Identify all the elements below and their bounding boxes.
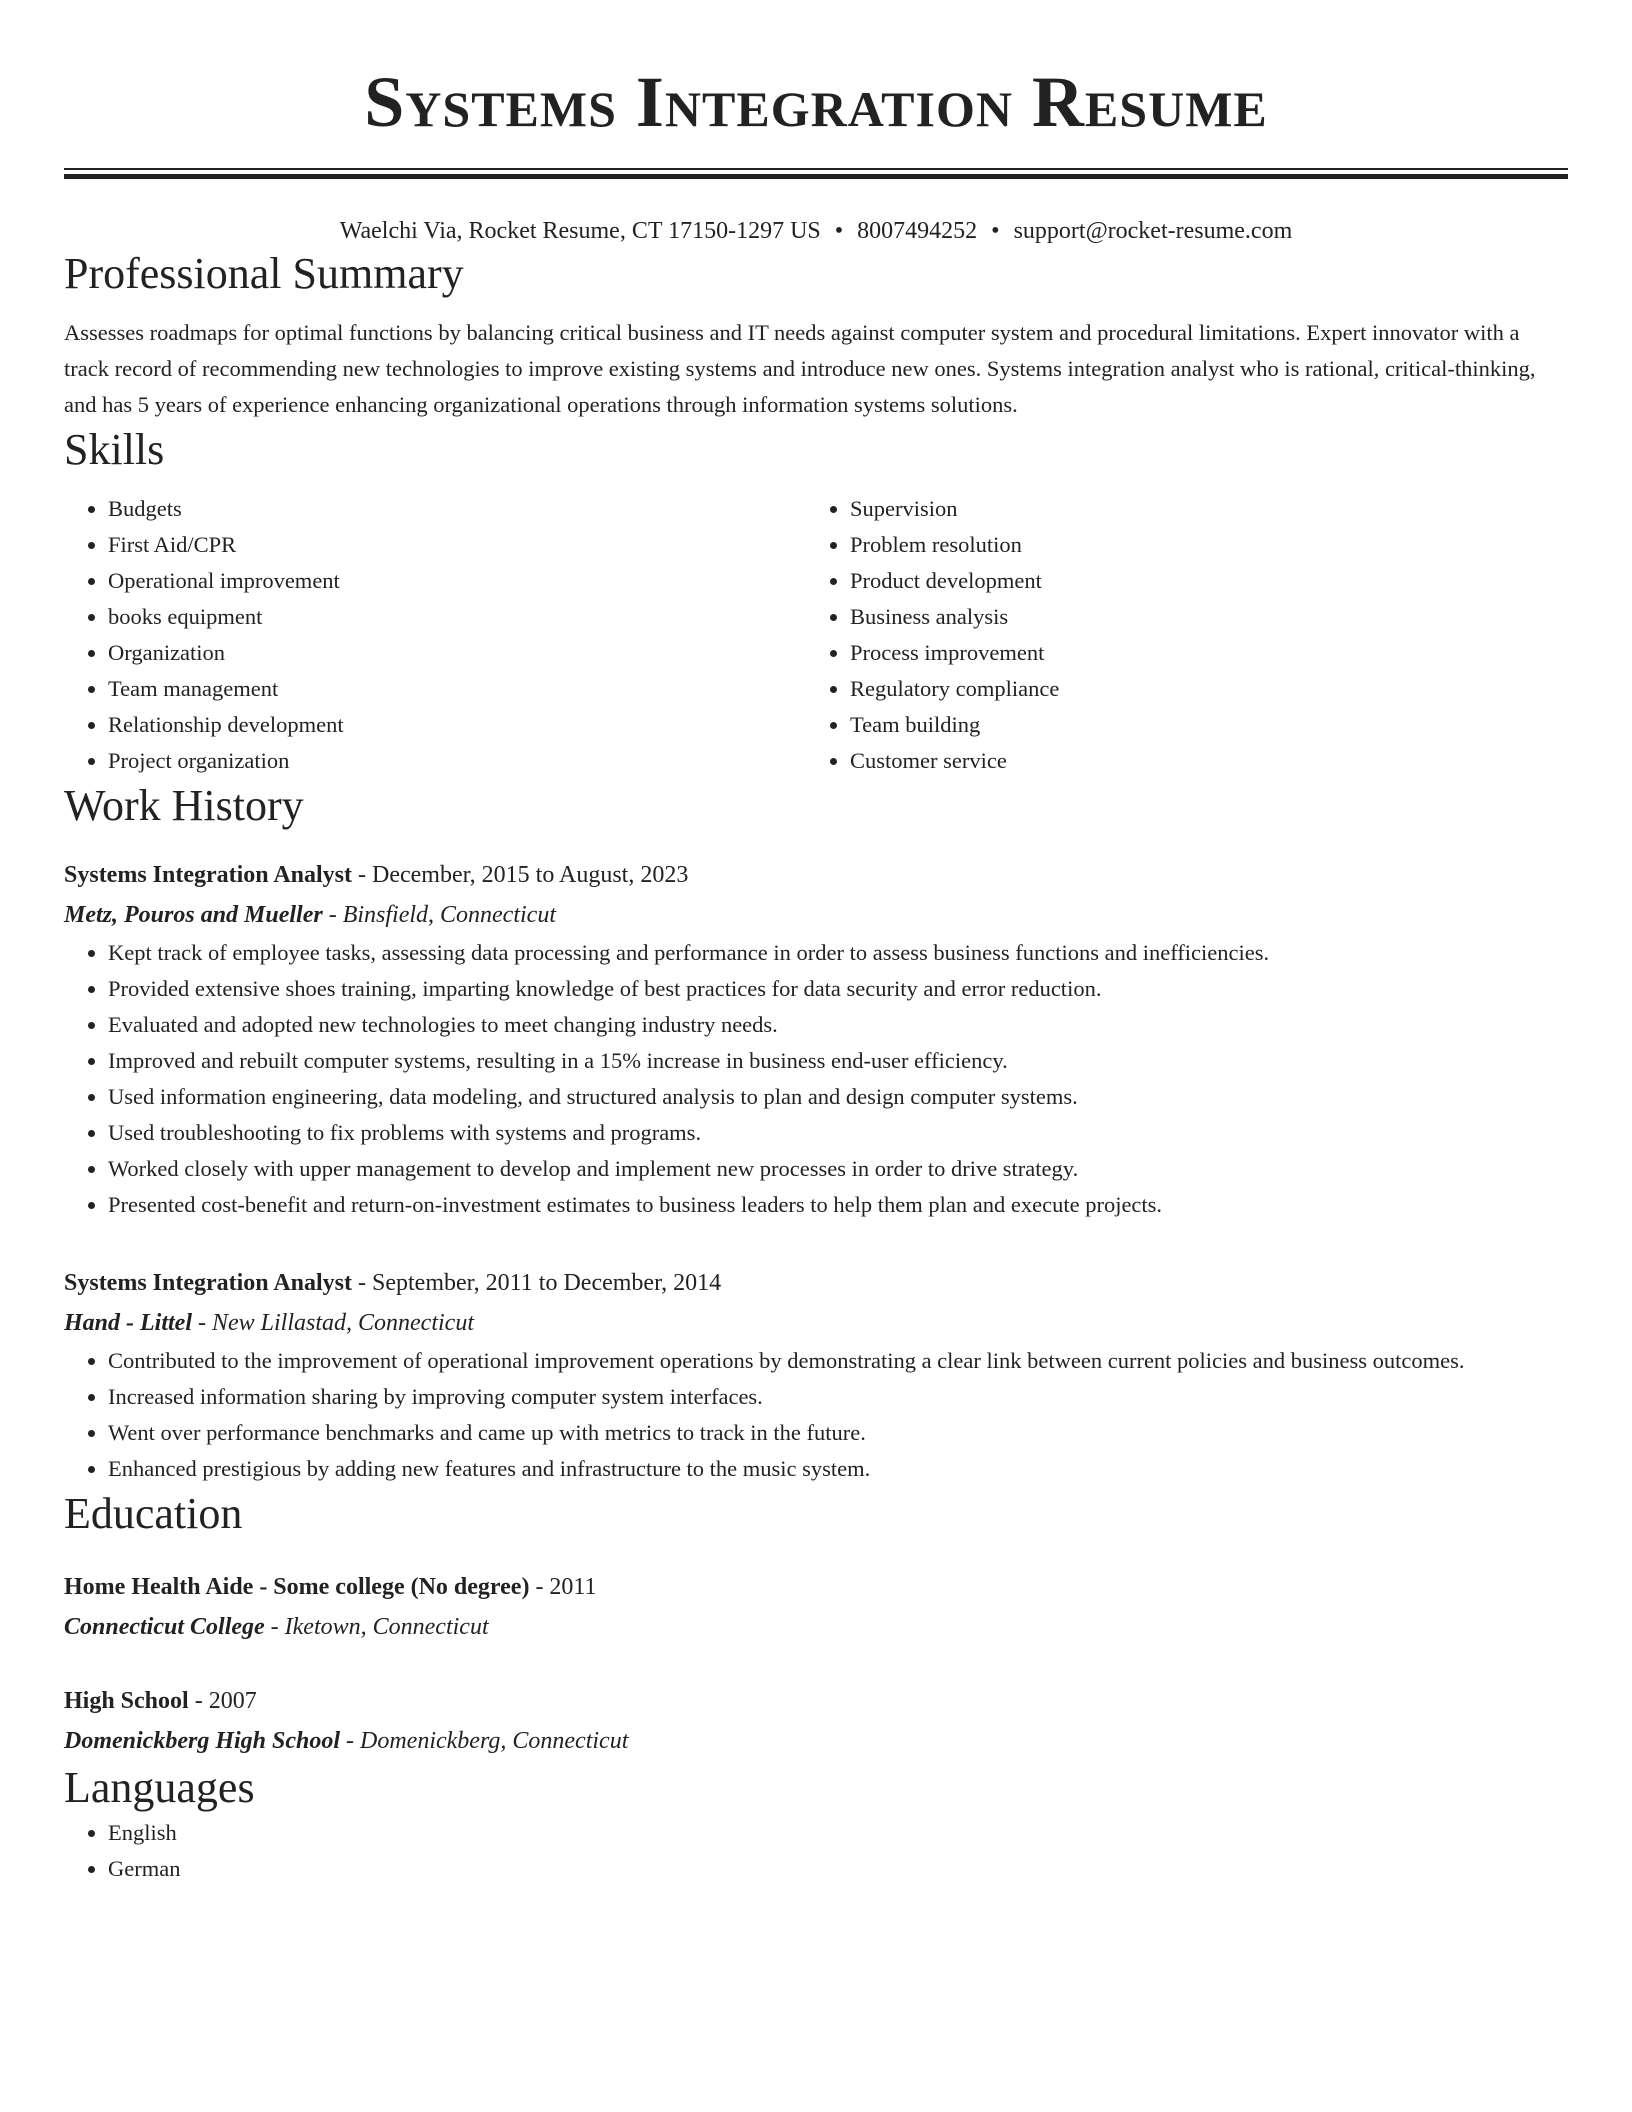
skills-column-right — [806, 491, 1548, 779]
education-school-line — [64, 1607, 1568, 1647]
job-bullet: • Used troubleshooting to fix problems with systems and programs. — [108, 1115, 1568, 1151]
skill-item: • Project organization — [108, 743, 806, 779]
job-dates: - December, 2015 to August, 2023 — [352, 862, 689, 888]
title-divider-thick — [64, 174, 1568, 179]
title-divider-thin — [64, 168, 1568, 170]
education-school: Connecticut College — [64, 1614, 265, 1640]
education-location: - Iketown, Connecticut — [264, 1614, 489, 1640]
language-item: • German — [108, 1851, 1568, 1887]
skill-item: • Customer service — [850, 743, 1548, 779]
skill-item: • Regulatory compliance — [850, 671, 1548, 707]
job-bullet: • Improved and rebuilt computer systems, resulting in a 15% increase in business end-user efficiency. — [108, 1043, 1568, 1079]
education-school-line — [64, 1721, 1568, 1761]
skills-column-left — [64, 491, 806, 779]
job-company: Hand - Littel — [64, 1310, 192, 1336]
skill-item: • Problem resolution — [850, 527, 1548, 563]
job-company-line — [64, 895, 1568, 935]
job-bullet: • Increased information sharing by improving computer system interfaces. — [108, 1379, 1568, 1415]
skills-grid — [64, 491, 1568, 779]
job-bullet: • Worked closely with upper management to develop and implement new processes in order to drive strategy. — [108, 1151, 1568, 1187]
job-company: Metz, Pouros and Mueller — [64, 902, 323, 928]
skill-item: • Process improvement — [850, 635, 1548, 671]
education-degree: High School — [64, 1688, 189, 1714]
education-year: - 2011 — [529, 1574, 597, 1600]
contact-email: support@rocket-resume.com — [1013, 218, 1293, 244]
resume-title: Systems Integration Resume — [364, 62, 1268, 142]
contact-separator: • — [991, 218, 1000, 244]
job-bullet: • Contributed to the improvement of operational improvement operations by demonstrating a clear link between current policies and business outcomes. — [108, 1343, 1568, 1379]
skill-item: • Supervision — [850, 491, 1548, 527]
education-location: - Domenickberg, Connecticut — [340, 1728, 629, 1754]
skill-item: • Team management — [108, 671, 806, 707]
skill-item: • First Aid/CPR — [108, 527, 806, 563]
skills-list-left — [64, 491, 806, 779]
skill-item: • Relationship development — [108, 707, 806, 743]
job-location: - Binsfield, Connecticut — [322, 902, 556, 928]
skill-item: • books equipment — [108, 599, 806, 635]
job-company-line — [64, 1303, 1568, 1343]
summary-text: Assesses roadmaps for optimal functions by balancing critical business and IT needs against computer system and procedural limitations. Expert innovator with a track record of recommending new technologies to improve existing systems and introduce new ones. Systems integration analyst who is rational, critical-thinking, and has 5 years of experience enhancing organizational operations through information systems solutions. — [64, 320, 1536, 417]
education-entry — [64, 1681, 1568, 1761]
job-bullet: • Kept track of employee tasks, assessing data processing and performance in order to assess business functions and inefficiencies. — [108, 935, 1568, 971]
job-bullet: • Enhanced prestigious by adding new features and infrastructure to the music system. — [108, 1451, 1568, 1487]
skills-list-right — [806, 491, 1548, 779]
skill-item: • Product development — [850, 563, 1548, 599]
education-degree: Home Health Aide - Some college (No degree) — [64, 1574, 530, 1600]
skill-item: • Operational improvement — [108, 563, 806, 599]
education-degree-line — [64, 1567, 1568, 1607]
job-bullets — [64, 935, 1568, 1223]
job-dates: - September, 2011 to December, 2014 — [352, 1270, 722, 1296]
contact-separator: • — [834, 218, 844, 244]
work-history-heading: Work History — [64, 781, 304, 830]
job-bullets — [64, 1343, 1568, 1487]
job-bullet: • Evaluated and adopted new technologies to meet changing industry needs. — [108, 1007, 1568, 1043]
education-entry — [64, 1567, 1568, 1647]
job-location: - New Lillastad, Connecticut — [192, 1310, 474, 1336]
languages-list — [64, 1815, 1568, 1887]
summary-heading: Professional Summary — [64, 249, 464, 298]
skill-item: • Budgets — [108, 491, 806, 527]
education-degree-line — [64, 1681, 1568, 1721]
language-item: • English — [108, 1815, 1568, 1851]
skill-item: • Business analysis — [850, 599, 1548, 635]
job-bullet: • Went over performance benchmarks and came up with metrics to track in the future. — [108, 1415, 1568, 1451]
education-year: - 2007 — [188, 1688, 257, 1714]
contact-line — [64, 215, 1568, 247]
job-bullet: • Provided extensive shoes training, imparting knowledge of best practices for data security and error reduction. — [108, 971, 1568, 1007]
job-title-line — [64, 855, 1568, 895]
job-title-line — [64, 1263, 1568, 1303]
contact-address: Waelchi Via, Rocket Resume, CT 17150-1297 US — [339, 218, 821, 244]
languages-heading: Languages — [64, 1763, 255, 1812]
job-bullet: • Presented cost-benefit and return-on-investment estimates to business leaders to help them plan and execute projects. — [108, 1187, 1568, 1223]
job-title: Systems Integration Analyst — [64, 862, 353, 888]
job-entry — [64, 1263, 1568, 1487]
education-heading: Education — [64, 1489, 243, 1538]
job-bullet: • Used information engineering, data modeling, and structured analysis to plan and design computer systems. — [108, 1079, 1568, 1115]
skill-item: • Organization — [108, 635, 806, 671]
education-school: Domenickberg High School — [64, 1728, 341, 1754]
skills-heading: Skills — [64, 425, 165, 474]
skill-item: • Team building — [850, 707, 1548, 743]
contact-phone: 8007494252 — [857, 218, 978, 244]
job-entry — [64, 855, 1568, 1223]
job-title: Systems Integration Analyst — [64, 1270, 353, 1296]
